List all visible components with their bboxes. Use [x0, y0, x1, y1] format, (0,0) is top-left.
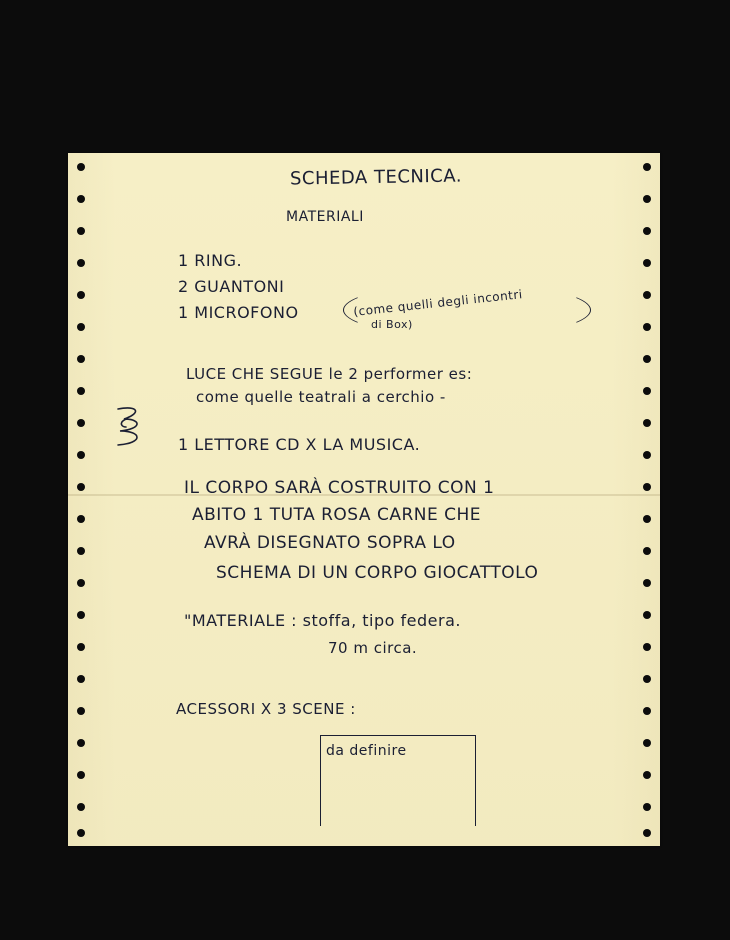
body-line-3: AVRÀ DISEGNATO SOPRA LO [204, 533, 456, 553]
perforation-hole [77, 387, 85, 395]
perforation-hole [643, 291, 651, 299]
perforation-hole [77, 323, 85, 331]
perforation-hole [77, 643, 85, 651]
perforation-hole [643, 387, 651, 395]
perforation-hole [77, 163, 85, 171]
perforation-hole [77, 739, 85, 747]
material-size: 70 m circa. [328, 639, 418, 657]
perforation-hole [643, 611, 651, 619]
perforation-hole [643, 259, 651, 267]
perforation-hole [643, 643, 651, 651]
item-microphone: 1 MICROFONO [178, 303, 299, 322]
perforation-hole [643, 707, 651, 715]
perforation-hole [643, 419, 651, 427]
body-line-1: IL CORPO SARÀ COSTRUITO CON 1 [184, 478, 495, 498]
perforation-hole [643, 803, 651, 811]
microphone-note: (come quelli degli incontri [352, 287, 524, 319]
perforation-hole [77, 771, 85, 779]
section-heading-materials: MATERIALI [286, 209, 364, 225]
perforation-hole [77, 515, 85, 523]
perforation-hole [643, 771, 651, 779]
perforation-hole [77, 803, 85, 811]
to-define-note: da definire [326, 743, 407, 759]
perforation-hole [77, 579, 85, 587]
perforation-hole [643, 739, 651, 747]
perforation-hole [77, 355, 85, 363]
document-title: SCHEDA TECNICA. [289, 165, 463, 190]
perforation-hole [77, 675, 85, 683]
perforation-hole [643, 163, 651, 171]
body-line-4: SCHEMA DI UN CORPO GIOCATTOLO [216, 563, 539, 583]
perforation-hole [77, 707, 85, 715]
perforation-hole [77, 829, 85, 837]
item-ring: 1 RING. [178, 251, 243, 270]
perforation-hole [643, 829, 651, 837]
perforation-hole [77, 547, 85, 555]
perforation-hole [77, 195, 85, 203]
perforation-hole [643, 195, 651, 203]
material-line: "MATERIALE : stoffa, tipo federa. [184, 611, 461, 630]
body-line-2: ABITO 1 TUTA ROSA CARNE CHE [192, 505, 482, 525]
perforation-hole [643, 227, 651, 235]
perforation-hole [643, 579, 651, 587]
perforation-hole [77, 227, 85, 235]
perforation-hole [77, 451, 85, 459]
light-line-1: LUCE CHE SEGUE le 2 performer es: [186, 365, 473, 383]
perforation-hole [77, 483, 85, 491]
perforation-hole [77, 291, 85, 299]
perforation-hole [643, 451, 651, 459]
perforation-hole [643, 483, 651, 491]
item-gloves: 2 GUANTONI [178, 277, 285, 296]
right-perforation-strip [634, 153, 660, 846]
perforation-hole [77, 259, 85, 267]
perforation-hole [643, 355, 651, 363]
perforation-hole [643, 515, 651, 523]
light-line-2: come quelle teatrali a cerchio - [196, 388, 446, 406]
tractor-feed-paper-sheet [68, 153, 660, 846]
cd-player-line: 1 LETTORE CD X LA MUSICA. [178, 435, 421, 454]
perforation-hole [643, 675, 651, 683]
microphone-note-continued: di Box) [371, 318, 413, 331]
margin-scribble-icon [112, 403, 146, 449]
perforation-hole [643, 547, 651, 555]
perforation-hole [77, 419, 85, 427]
perforation-hole [643, 323, 651, 331]
left-perforation-strip [68, 153, 94, 846]
perforation-hole [77, 611, 85, 619]
accessories-line: ACESSORI X 3 SCENE : [176, 700, 356, 718]
